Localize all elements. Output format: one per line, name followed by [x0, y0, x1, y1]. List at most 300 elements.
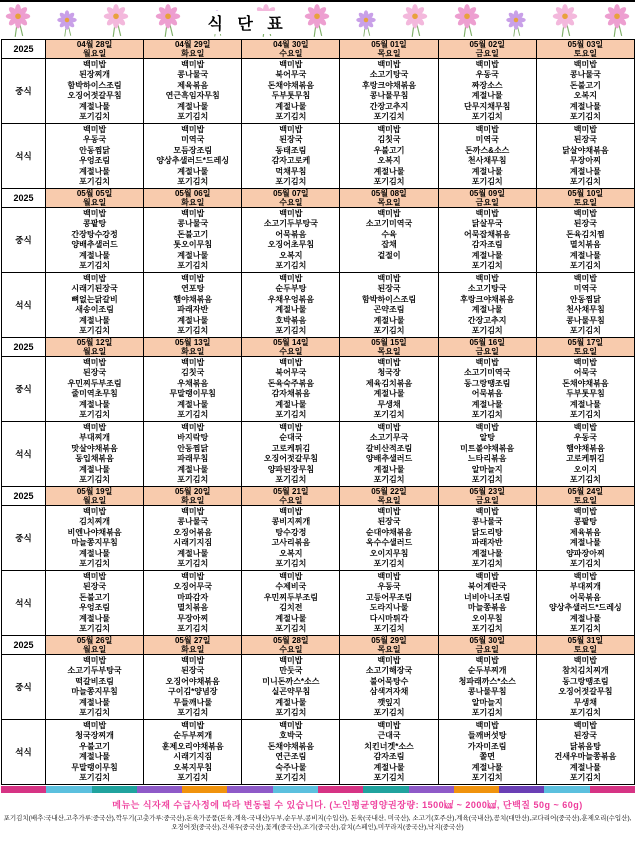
menu-item: 포기김치	[373, 559, 405, 568]
menu-item: 줄미역초무침	[71, 389, 118, 398]
menu-cell	[46, 720, 144, 785]
menu-item: 포기김치	[275, 410, 307, 419]
date-label: 05월 13일	[174, 338, 211, 347]
menu-item: 포기김치	[79, 559, 111, 568]
menu-item: 백미밥	[82, 571, 107, 581]
menu-item: 단무지채무침	[464, 101, 511, 111]
menu-item: 계절나물	[373, 389, 405, 398]
menu-item: 간장고추지	[467, 315, 507, 325]
menu-item: 된장국	[181, 666, 205, 675]
weekday-label: 금요일	[475, 49, 499, 58]
menu-item: 계절나물	[177, 101, 209, 111]
date-cell	[438, 338, 536, 357]
menu-cell	[242, 59, 340, 124]
week-date-row	[2, 487, 635, 506]
menu-cell	[536, 422, 634, 487]
menu-item: 계절나물	[177, 399, 209, 409]
menu-item: 오복지	[279, 250, 303, 260]
menu-item: 부대찌개	[569, 582, 601, 591]
date-cell	[46, 40, 144, 59]
year-label: 2025	[2, 487, 46, 506]
dinner-label: 석식	[2, 422, 46, 487]
menu-item: 백미밥	[573, 208, 597, 218]
menu-item: 두부톳무침	[566, 389, 605, 398]
menu-item: 포기김치	[373, 773, 405, 782]
menu-item: 감자고로케	[271, 156, 311, 165]
menu-item: 백미밥	[475, 273, 499, 283]
menu-item: 다시마튀각	[369, 613, 409, 623]
date-label: 05월 09일	[469, 189, 505, 198]
menu-item: 겉절이	[377, 250, 401, 260]
menu-item: 부대찌개	[79, 433, 111, 442]
date-label: 05월 30일	[469, 636, 505, 645]
menu-item: 계절나물	[275, 613, 307, 623]
date-cell	[242, 189, 340, 208]
menu-item: 백미밥	[181, 273, 205, 283]
menu-item: 계절나물	[177, 166, 209, 176]
lunch-label: 중식	[2, 655, 46, 720]
menu-item: 동그랑땡조림	[464, 378, 511, 388]
menu-item: 오징어젓갈무침	[263, 454, 318, 463]
menu-item: 백미밥	[573, 357, 597, 367]
menu-cell	[438, 59, 536, 124]
menu-item: 오이지	[573, 464, 597, 474]
menu-item: 우불고기	[373, 145, 405, 155]
menu-item: 포기김치	[79, 410, 111, 419]
decorative-band	[1, 786, 635, 793]
menu-item: 계절나물	[79, 613, 111, 623]
menu-item: 포기김치	[275, 326, 307, 335]
menu-item: 콩나물국	[177, 517, 209, 526]
date-label: 05월 06일	[174, 189, 211, 198]
menu-item: 계절나물	[79, 101, 111, 111]
menu-item: 백미밥	[573, 571, 597, 581]
band-segment	[409, 786, 454, 793]
menu-item: 백미밥	[377, 506, 401, 516]
menu-item: 백미밥	[82, 422, 107, 432]
menu-item: 포기김치	[569, 326, 601, 335]
date-label: 05월 22일	[371, 487, 407, 496]
menu-item: 안동찜닭	[177, 443, 209, 453]
menu-item: 포기김치	[177, 261, 209, 270]
menu-item: 수육	[381, 229, 397, 239]
menu-item: 무말랭이무침	[71, 762, 118, 772]
date-label: 05월 28일	[273, 636, 309, 645]
menu-item: 계절나물	[79, 464, 111, 474]
date-cell	[438, 636, 536, 655]
menu-item: 포기김치	[177, 624, 209, 633]
date-cell	[340, 40, 438, 59]
menu-item: 콩나물국	[471, 517, 503, 526]
menu-item: 계절나물	[275, 305, 307, 314]
menu-item: 어묵국	[573, 368, 597, 377]
menu-item: 돈불고기	[177, 229, 209, 239]
menu-item: 계절나물	[569, 399, 601, 409]
date-cell	[46, 189, 144, 208]
date-label: 05월 27일	[174, 636, 211, 645]
menu-item: 오이지무침	[369, 548, 409, 558]
menu-item: 콩나물무침	[467, 687, 507, 696]
menu-cell	[144, 124, 242, 189]
menu-item: 우채볶음	[177, 378, 209, 388]
menu-cell	[536, 208, 634, 273]
menu-item: 계절나물	[373, 166, 405, 176]
lunch-row	[2, 506, 635, 571]
date-cell	[242, 40, 340, 59]
date-cell	[242, 338, 340, 357]
menu-item: 쫄면	[479, 752, 495, 761]
date-cell	[536, 189, 634, 208]
week-date-row	[2, 636, 635, 655]
week-date-row	[2, 40, 635, 59]
lunch-row	[2, 357, 635, 422]
menu-item: 백미밥	[377, 208, 401, 218]
menu-item: 포기김치	[569, 624, 601, 633]
menu-item: 포기김치	[177, 708, 209, 717]
menu-item: 포기김치	[373, 475, 405, 484]
menu-item: 계절나물	[569, 762, 601, 772]
menu-item: 소고기해장국	[365, 666, 413, 675]
menu-item: 고등어무조림	[365, 592, 413, 602]
weekday-label: 토요일	[573, 347, 597, 356]
weekday-label: 목요일	[377, 347, 401, 356]
menu-item: 된장국	[573, 135, 597, 144]
page-title: 식 단 표	[198, 11, 298, 34]
weekday-label: 토요일	[573, 496, 597, 505]
menu-item: 동태조림	[275, 145, 307, 155]
weekday-label: 월요일	[82, 347, 107, 356]
menu-item: 계절나물	[275, 697, 307, 707]
menu-item: 무생채	[377, 399, 401, 409]
menu-item: 백미밥	[573, 273, 597, 283]
menu-item: 들깨버섯탕	[467, 731, 507, 740]
menu-item: 포기김치	[275, 177, 307, 186]
menu-item: 소고기탕국	[369, 70, 409, 79]
menu-item: 계절나물	[569, 166, 601, 176]
menu-item: 계절나물	[177, 548, 209, 558]
menu-item: 백미밥	[279, 124, 303, 134]
menu-item: 된장찌개	[79, 70, 111, 79]
menu-item: 포기김치	[177, 475, 209, 484]
menu-item: 수제비국	[275, 582, 307, 591]
menu-item: 김칫국	[377, 135, 401, 144]
menu-item: 백미밥	[279, 357, 303, 367]
menu-item: 근대국	[377, 731, 401, 740]
menu-item: 순대국	[279, 433, 303, 442]
date-label: 05월 26일	[76, 636, 113, 645]
menu-item: 뼈없는닭갈비	[71, 294, 118, 304]
menu-cell	[340, 208, 438, 273]
menu-item: 포기김치	[275, 624, 307, 633]
menu-item: 백미밥	[82, 720, 107, 730]
menu-item: 포기김치	[373, 708, 405, 717]
date-label: 05월 05일	[76, 189, 113, 198]
menu-item: 포기김치	[569, 708, 601, 717]
menu-cell	[340, 273, 438, 338]
menu-item: 제육김치볶음	[365, 378, 413, 388]
menu-item: 구이김*양념장	[167, 687, 218, 696]
menu-item: 마파감자	[177, 592, 209, 602]
week-date-row	[2, 189, 635, 208]
date-label: 04월 29일	[174, 40, 211, 49]
menu-item: 백미밥	[82, 273, 107, 283]
menu-item: 오징어젓갈무침	[558, 687, 613, 696]
menu-item: 제육볶음	[569, 527, 601, 537]
menu-item: 계절나물	[471, 548, 503, 558]
menu-item: 백미밥	[475, 422, 499, 432]
cosmos-flower-icon	[3, 2, 33, 38]
menu-item: 백미밥	[181, 208, 205, 218]
menu-item: 백미밥	[279, 273, 303, 283]
menu-item: 감자채볶음	[271, 389, 311, 398]
menu-item: 백미밥	[181, 506, 205, 516]
menu-item: 건새우마늘쫑볶음	[554, 752, 617, 761]
menu-item: 백미밥	[279, 571, 303, 581]
menu-item: 호박국	[279, 731, 303, 740]
band-segment	[92, 786, 137, 793]
weekday-label: 화요일	[181, 49, 205, 58]
date-cell	[536, 636, 634, 655]
band-segment	[499, 786, 544, 793]
origin-info: 포기김치(배추:국내산,고추가루:중국산),깍두기(고춧가루:중국산),돈육가공품(돈육,계육-국내산)두부,순두부,콩비지(수입산), 돈육(국내산, 미국산), 소고기(호주산),계육(국내산),꽁치(대만산),코다리어(중국산),훈제오리(수입산),오징어젓(중국산),건새우(중국산),꽃게(중국산),조기(중국산),갈치(스페인),미꾸라지(중국산),낙지(중국산)	[3, 815, 632, 831]
menu-item: 톳오이무침	[173, 240, 213, 249]
menu-item: 콩나물무침	[369, 91, 409, 100]
menu-item: 포기김치	[569, 261, 601, 270]
menu-item: 돈채야채볶음	[562, 378, 609, 388]
menu-item: 포기김치	[275, 112, 307, 121]
menu-item: 미역국	[573, 284, 597, 293]
menu-item: 무들깨나물	[173, 697, 213, 707]
weekday-label: 금요일	[475, 496, 499, 505]
menu-item: 우동국	[475, 70, 499, 79]
menu-item: 계절나물	[79, 399, 111, 409]
cosmos-flower-icon	[602, 2, 632, 38]
menu-item: 백미밥	[475, 59, 499, 69]
date-cell	[144, 189, 242, 208]
date-label: 05월 20일	[174, 487, 211, 496]
menu-item: 간장탕수강정	[71, 229, 118, 239]
menu-item: 우엉조림	[79, 156, 111, 165]
menu-cell	[144, 59, 242, 124]
menu-item: 계절나물	[79, 697, 111, 707]
menu-item: 백미밥	[82, 124, 107, 134]
date-cell	[144, 636, 242, 655]
weekday-label: 수요일	[279, 496, 303, 505]
menu-item: 포기김치	[79, 326, 111, 335]
menu-cell	[536, 720, 634, 785]
menu-item: 멸치볶음	[569, 240, 601, 249]
dinner-row	[2, 422, 635, 487]
year-label: 2025	[2, 338, 46, 357]
menu-cell	[46, 273, 144, 338]
menu-cell	[536, 571, 634, 636]
menu-item: 양상추샐러드*드레싱	[549, 603, 622, 612]
menu-item: 어묵볶음	[275, 229, 307, 239]
menu-item: 닭볶음탕	[569, 741, 601, 751]
band-segment	[454, 786, 499, 793]
menu-item: 백미밥	[279, 59, 303, 69]
menu-item: 계절나물	[177, 464, 209, 474]
menu-item: 포기김치	[79, 112, 111, 121]
menu-item: 미역국	[181, 135, 205, 144]
menu-item: 백미밥	[377, 720, 401, 730]
lunch-label: 중식	[2, 59, 46, 124]
menu-item: 포기김치	[275, 475, 307, 484]
menu-item: 백미밥	[82, 655, 107, 665]
menu-item: 훈제오리야채볶음	[161, 741, 224, 751]
date-label: 04월 30일	[273, 40, 309, 49]
menu-change-notice: 메뉴는 식자재 수급사정에 따라 변동될 수 있습니다. (노인평균영양권장량: 1500㎉ ~ 2000㎉, 단백질 50g ~ 60g)	[112, 800, 583, 810]
weekday-label: 목요일	[377, 496, 401, 505]
menu-cell	[46, 506, 144, 571]
menu-item: 포기김치	[177, 773, 209, 782]
week-date-row	[2, 338, 635, 357]
menu-item: 시래기된장국	[71, 284, 118, 293]
weekday-label: 금요일	[475, 645, 499, 654]
menu-item: 오징어젓갈무침	[67, 91, 122, 100]
menu-item: 계절나물	[569, 250, 601, 260]
menu-item: 계절나물	[79, 315, 111, 325]
menu-item: 양배추샐러드	[365, 454, 413, 463]
lunch-label: 중식	[2, 506, 46, 571]
date-label: 04월 28일	[76, 40, 113, 49]
cosmos-flower-icon	[550, 2, 580, 38]
menu-item: 무말랭이무침	[169, 389, 216, 398]
menu-item: 백미밥	[279, 720, 303, 730]
menu-item: 옥수수샐러드	[365, 538, 413, 547]
menu-item: 소고기미역국	[464, 368, 511, 377]
menu-item: 닭도리탕	[471, 527, 503, 537]
menu-item: 모듬장조림	[173, 145, 213, 155]
menu-item: 포기김치	[569, 112, 601, 121]
menu-item: 계절나물	[79, 548, 111, 558]
menu-cell	[144, 506, 242, 571]
menu-item: 파래무침	[177, 454, 209, 463]
date-cell	[144, 487, 242, 506]
menu-item: 포기김치	[373, 410, 405, 419]
menu-item: 김칫국	[181, 368, 205, 377]
menu-item: 청국장	[377, 368, 401, 377]
menu-item: 우채우엉볶음	[267, 294, 315, 304]
menu-item: 돈육숙주볶음	[267, 378, 315, 388]
date-cell	[536, 487, 634, 506]
dinner-label: 석식	[2, 720, 46, 785]
menu-item: 고로케튀김	[566, 454, 605, 463]
menu-item: 청국장찌개	[75, 731, 114, 740]
menu-item: 포기김치	[471, 559, 503, 568]
band-segment	[227, 786, 272, 793]
date-cell	[340, 636, 438, 655]
menu-item: 포기김치	[177, 410, 209, 419]
menu-item: 포기김치	[177, 326, 209, 335]
band-segment	[363, 786, 408, 793]
menu-item: 후랑크야채볶음	[361, 80, 417, 90]
menu-item: 햄야채볶음	[566, 443, 605, 453]
menu-item: 우민찌두부조림	[67, 378, 122, 388]
menu-item: 만둣국	[279, 666, 303, 675]
menu-item: 어묵볶음	[471, 389, 503, 398]
menu-item: 계절나물	[569, 101, 601, 111]
menu-item: 알탕	[479, 433, 495, 442]
menu-item: 제육볶음	[177, 80, 209, 90]
lunch-row	[2, 59, 635, 124]
menu-item: 시래기지짐	[173, 752, 213, 761]
menu-item: 천사채무침	[566, 305, 605, 314]
menu-item: 소고기무국	[369, 433, 409, 442]
date-label: 05월 21일	[273, 487, 309, 496]
menu-item: 계절나물	[177, 250, 209, 260]
cosmos-flower-icon	[302, 2, 332, 38]
menu-item: 양파된장무침	[267, 464, 315, 474]
menu-item: 백미밥	[181, 124, 205, 134]
menu-item: 포기김치	[569, 773, 601, 782]
menu-item: 삼색겨자채	[369, 687, 409, 696]
menu-item: 느타리볶음	[467, 454, 507, 463]
cosmos-flower-icon	[400, 2, 430, 38]
menu-item: 파래자반	[177, 305, 209, 314]
menu-item: 오복지	[377, 156, 401, 165]
menu-item: 연포탕	[181, 284, 205, 293]
weekday-label: 목요일	[377, 645, 401, 654]
menu-item: 계절나물	[275, 101, 307, 111]
menu-cell	[340, 357, 438, 422]
menu-item: 백미밥	[181, 571, 205, 581]
menu-item: 포기김치	[471, 708, 503, 717]
menu-cell	[438, 273, 536, 338]
menu-item: 백미밥	[181, 720, 205, 730]
menu-item: 백미밥	[573, 655, 597, 665]
date-label: 05월 17일	[567, 338, 604, 347]
menu-cell	[46, 124, 144, 189]
menu-item: 돈채야채볶음	[267, 741, 315, 751]
menu-item: 계절나물	[373, 762, 405, 772]
menu-item: 곤약조림	[373, 305, 405, 314]
weekday-label: 토요일	[573, 49, 597, 58]
menu-item: 돈육김치찜	[566, 229, 605, 239]
menu-item: 포기김치	[373, 326, 405, 335]
cosmos-flower-icon	[55, 8, 79, 38]
menu-cell	[46, 655, 144, 720]
date-cell	[144, 40, 242, 59]
menu-cell	[46, 571, 144, 636]
date-cell	[438, 40, 536, 59]
menu-item: 포기김치	[275, 559, 307, 568]
menu-item: 된장국	[82, 582, 107, 591]
menu-item: 참치김치찌개	[562, 666, 609, 675]
menu-item: 백미밥	[181, 357, 205, 367]
menu-cell	[144, 357, 242, 422]
menu-item: 소고기두부탕국	[263, 219, 318, 228]
menu-item: 우불고기	[79, 741, 111, 751]
menu-item: 백미밥	[573, 506, 597, 516]
menu-item: 멸치볶음	[177, 603, 209, 612]
menu-item: 무장아찌	[177, 613, 209, 623]
dinner-label: 석식	[2, 124, 46, 189]
menu-cell	[144, 208, 242, 273]
menu-item: 실곤약무침	[271, 687, 311, 696]
menu-item: 오복지	[279, 548, 303, 558]
menu-item: 계절나물	[471, 250, 503, 260]
weekday-label: 화요일	[181, 347, 205, 356]
menu-item: 계절나물	[79, 250, 111, 260]
menu-item: 무생채	[573, 697, 597, 707]
menu-item: 김치찌개	[79, 517, 111, 526]
menu-item: 백미밥	[279, 655, 303, 665]
menu-item: 미니돈까스*소스	[262, 676, 320, 686]
band-segment	[182, 786, 227, 793]
menu-cell	[242, 655, 340, 720]
weekday-label: 목요일	[377, 198, 401, 207]
